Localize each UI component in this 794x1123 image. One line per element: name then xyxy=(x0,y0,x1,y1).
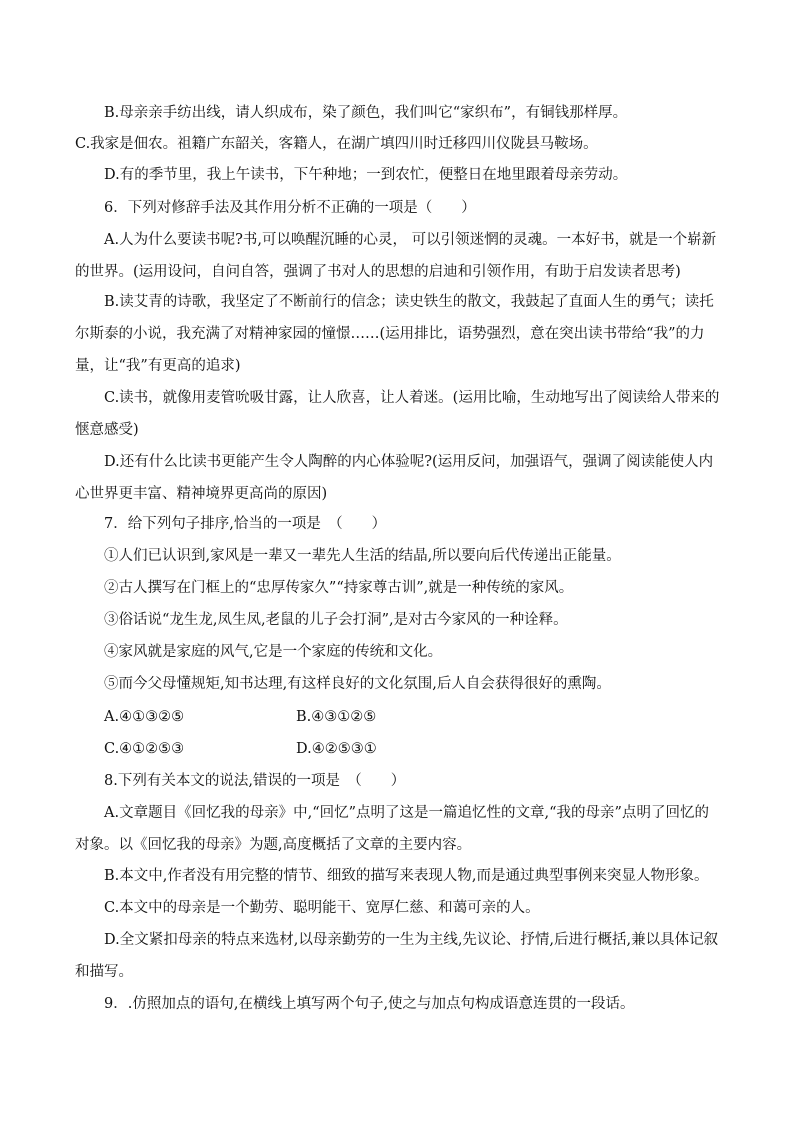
option-line: B.母亲亲手纺出线，请人织成布，染了颜色，我们叫它“家织布”，有铜钱那样厚。 xyxy=(104,105,628,121)
option-line: C.我家是佃农。祖籍广东韶关，客籍人，在湖广填四川时迁移四川仪陇县马鞍场。 xyxy=(75,136,598,152)
question-8-option-c: C.本文中的母亲是一个勤劳、聪明能干、宽厚仁慈、和蔼可亲的人。 xyxy=(104,900,540,916)
sentence-2: ②古人撰写在门框上的“忠厚传家久”“持家尊古训”,就是一种传统的家风。 xyxy=(104,580,574,596)
question-8-option-b: B.本文中,作者没有用完整的情节、细致的描写来表现人物,而是通过典型事例来突显人物形象。 xyxy=(104,868,709,884)
question-8: 8.下列有关本文的说法,错误的一项是 （ ） xyxy=(104,773,406,789)
question-7: 7．给下列句子排序,恰当的一项是 （ ） xyxy=(104,516,387,532)
question-7-option-d: D.④②⑤③① xyxy=(296,741,377,757)
question-7-option-a: A.④①③②⑤ xyxy=(104,709,185,725)
question-6: 6．下列对修辞手法及其作用分析不正确的一项是（ ） xyxy=(104,200,476,216)
question-8-option-d: D.全文紧扣母亲的特点来选材,以母亲勤劳的一生为主线,先议论、抒情,后进行概括,兼以具体记叙和描写。 xyxy=(75,932,719,980)
question-7-option-c: C.④①②⑤③ xyxy=(104,741,185,757)
sentence-3: ③俗话说“龙生龙,凤生凤,老鼠的儿子会打洞”,是对古今家风的一种诠释。 xyxy=(104,612,568,628)
sentence-1: ①人们已认识到,家风是一辈又一辈先人生活的结晶,所以要向后代传递出正能量。 xyxy=(104,548,621,564)
question-6-option-d: D.还有什么比读书更能产生令人陶醉的内心体验呢?(运用反问，加强语气，强调了阅读能使人内心世界更丰富、精神境界更高尚的原因) xyxy=(75,454,714,502)
question-6-option-b: B.读艾青的诗歌，我坚定了不断前行的信念；读史铁生的散文，我鼓起了直面人生的勇气；读托尔斯泰的小说，我充满了对精神家园的憧憬……(运用排比，语势强烈，意在突出读书带给“我”的力量，让“我”有更高的追求) xyxy=(75,294,714,374)
question-8-option-a: A.文章题目《回忆我的母亲》中,“回忆”点明了这是一篇追忆性的文章,“我的母亲”点明了回忆的对象。以《回忆我的母亲》为题,高度概括了文章的主要内容。 xyxy=(75,805,709,853)
question-9: 9．.仿照加点的语句,在横线上填写两个句子,使之与加点句构成语意连贯的一段话。 xyxy=(104,996,635,1012)
question-6-option-c: C.读书，就像用麦管吮吸甘露，让人欣喜，让人着迷。(运用比喻，生动地写出了阅读给人带来的惬意感受) xyxy=(75,390,720,438)
sentence-5: ⑤而今父母懂规矩,知书达理,有这样良好的文化氛围,后人自会获得很好的熏陶。 xyxy=(104,676,611,692)
question-6-option-a: A.人为什么要读书呢?书,可以唤醒沉睡的心灵， 可以引领迷惘的灵魂。一本好书，就是一个崭新的世界。(运用设问，自问自答，强调了书对人的思想的启迪和引领作用，有助于启发读者思考) xyxy=(75,232,717,280)
question-7-option-b: B.④③①②⑤ xyxy=(296,709,377,725)
option-line: D.有的季节里，我上午读书，下午种地；一到农忙，便整日在地里跟着母亲劳动。 xyxy=(104,167,628,183)
sentence-4: ④家风就是家庭的风气,它是一个家庭的传统和文化。 xyxy=(104,644,443,660)
